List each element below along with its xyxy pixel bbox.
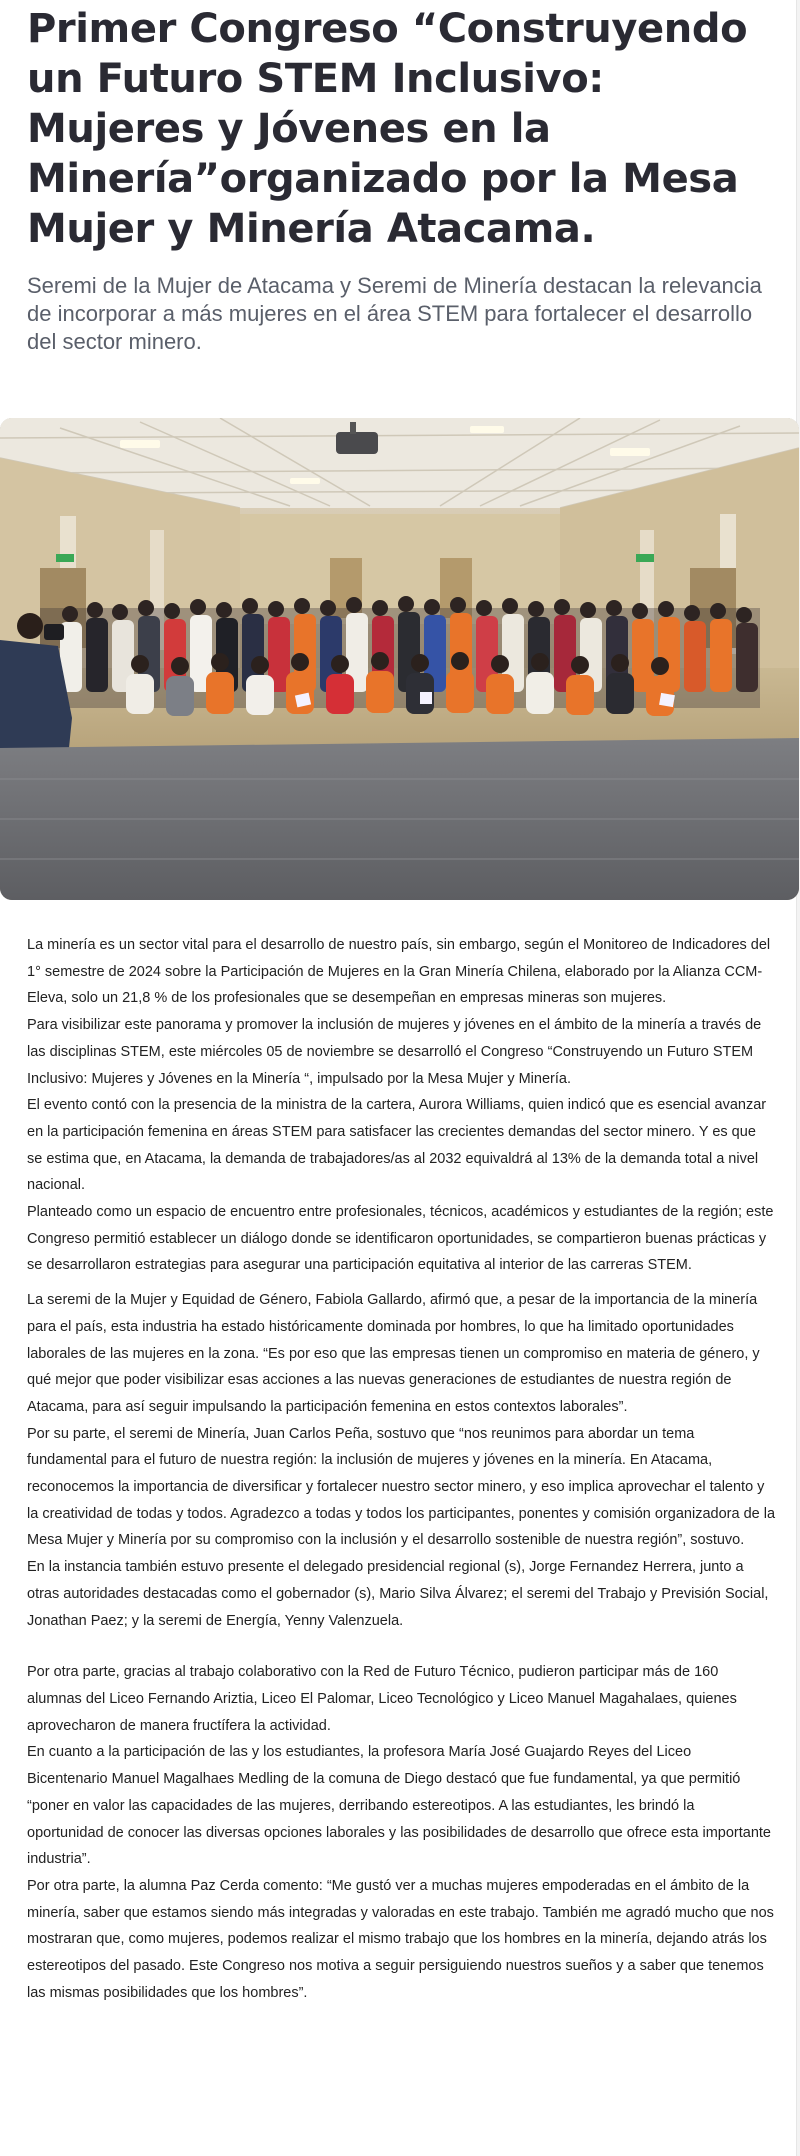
hero-photo [0, 418, 799, 900]
article-headline: Primer Congreso “Construyendo un Futuro STEM Inclusivo: Mujeres y Jóvenes en la Minería”organizado por la Mesa Mujer y Minería Atacama. [27, 6, 748, 252]
paragraph-spacer [27, 1279, 775, 1287]
page-right-edge [796, 0, 800, 2156]
body-paragraph: La minería es un sector vital para el desarrollo de nuestro país, sin embargo, según el Monitoreo de Indicadores del 1° semestre de 2024 sobre la Participación de Mujeres en la Gran Minería Chilena, elaborado por la Alianza CCM-Eleva, solo un 21,8 % de los profesionales que se desempeñan en empresas mineras son mujeres. [27, 937, 771, 1007]
body-paragraph: Por otra parte, gracias al trabajo colaborativo con la Red de Futuro Técnico, pudieron participar más de 160 alumnas del Liceo Fernando Ariztia, Liceo El Palomar, Liceo Tecnológico y Liceo Manuel Magahalaes, quienes aprovecharon de manera fructífera la actividad. [27, 1664, 737, 1734]
article-header [27, 0, 795, 356]
paragraph-spacer [27, 1634, 775, 1659]
body-paragraph: La seremi de la Mujer y Equidad de Género, Fabiola Gallardo, afirmó que, a pesar de la importancia de la minería para el país, esta industria ha estado históricamente dominada por hombres, lo que ha limitado oportunidades laborales de las mujeres en la zona. “Es por eso que las empresas tienen un compromiso en materia de género, y qué mejor que poder visibilizar esas acciones a las nuevas generaciones de estudiantes de nuestra región de Atacama, para así seguir impulsando la participación femenina en estos contextos laborales”. [27, 1292, 760, 1415]
group-photo-image [0, 418, 799, 900]
body-paragraph: El evento contó con la presencia de la ministra de la cartera, Aurora Williams, quien indicó que es esencial avanzar en la participación femenina en áreas STEM para satisfacer las crecientes demandas del sector minero. Y es que se estima que, en Atacama, la demanda de trabajadores/as al 2032 equivaldrá al 13% de la demanda total a nivel nacional. [27, 1097, 767, 1194]
body-paragraph: En la instancia también estuvo presente el delegado presidencial regional (s), Jorge Fernandez Herrera, junto a otras autoridades destacadas como el gobernador (s), Mario Silva Álvarez; el seremi del Trabajo y Previsión Social, Jonathan Paez; y la seremi de Energía, Yenny Valenzuela. [27, 1559, 769, 1629]
body-paragraph: Para visibilizar este panorama y promover la inclusión de mujeres y jóvenes en el ámbito de la minería a través de las disciplinas STEM, este miércoles 05 de noviembre se desarrolló el Congreso “Construyendo un Futuro STEM Inclusivo: Mujeres y Jóvenes en la Minería “, impulsado por la Mesa Mujer y Minería. [27, 1017, 762, 1087]
body-paragraph: Por otra parte, la alumna Paz Cerda comento: “Me gustó ver a muchas mujeres empoderadas en el ámbito de la minería, saber que estamos siendo más integradas y valoradas en este trabajo. También me agradó mucho que nos mostraran que, como mujeres, podemos realizar el mismo trabajo que los hombres en la minería, dejando atrás los estereotipos del pasado. Este Congreso nos motiva a seguir persiguiendo nuestros sueños y a saber que tenemos las mismas posibilidades que los hombres”. [27, 1877, 774, 2001]
article-body [27, 932, 775, 2006]
body-paragraph: Planteado como un espacio de encuentro entre profesionales, técnicos, académicos y estudiantes de la región; este Congreso permitió establecer un diálogo donde se identificaron oportunidades, se compartieron buenas prácticas y se desarrollaron estrategias para asegurar una participación equitativa al interior de las carreras STEM. [27, 1204, 774, 1274]
body-paragraph: En cuanto a la participación de las y los estudiantes, la profesora María José Guajardo Reyes del Liceo Bicentenario Manuel Magalhaes Medling de la comuna de Diego destacó que fue fundamental, ya que permitió “poner en valor las capacidades de las mujeres, derribando estereotipos. A las estudiantes, les brindó la oportunidad de conocer las diversas opciones laborales y las posibilidades de desarrollo que ofrece esta importante industria”. [27, 1744, 771, 1868]
body-paragraph: Por su parte, el seremi de Minería, Juan Carlos Peña, sostuvo que “nos reunimos para abordar un tema fundamental para el futuro de nuestra región: la inclusión de mujeres y jóvenes en la minería. En Atacama, reconocemos la importancia de diversificar y fortalecer nuestro sector minero, y eso implica aprovechar el talento y la creatividad de todas y todos. Agradezco a todas y todos los participantes, ponentes y comisión organizadora de la Mesa Mujer y Minería por su compromiso con la inclusión y el desarrollo sostenible de nuestra región”, sostuvo. [27, 1425, 776, 1549]
article-subtitle: Seremi de la Mujer de Atacama y Seremi de Minería destacan la relevancia de incorporar a más mujeres en el área STEM para fortalecer el desarrollo del sector minero. [27, 273, 762, 354]
